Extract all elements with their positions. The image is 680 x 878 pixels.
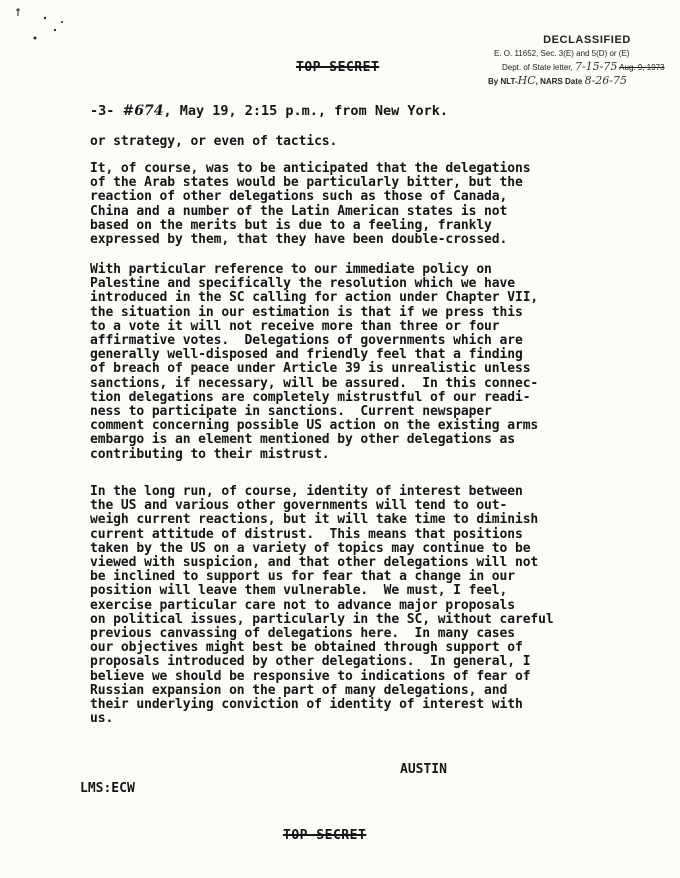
- declass-letter-handwritten-date: 7-15-75: [574, 60, 618, 73]
- signature: AUSTIN: [400, 762, 447, 777]
- scan-specks: [0, 0, 80, 60]
- telegram-number: #674: [122, 103, 164, 119]
- page-number: -3-: [90, 103, 115, 119]
- declass-letter-line: [482, 60, 678, 74]
- telegram-header: [90, 103, 448, 119]
- body-paragraph-delegations: It, of course, was to be anticipated that the delegations of the Arab states would be particularly bitter, but the reaction of other delegations such as those of Canada, China and a number of the Latin American states is not based on the merits but is due to a feeling, frankly expressed by them, that they have been double-crossed.: [90, 161, 531, 248]
- declass-by-label: By NLT-: [488, 77, 518, 86]
- declass-nars-date: 8-26-75: [584, 74, 628, 87]
- telegram-date-origin: , May 19, 2:15 p.m., from New York.: [163, 103, 448, 119]
- body-paragraph-long-run: In the long run, of course, identity of interest between the US and various other governments will tend to out- weigh current reactions, but it will take time to diminish current attitude of distrust. This means that positions taken by the US on a variety of topics may continue to be viewed with suspicion, and that other delegations will not be inclined to support us for fear that a change in our position will leave them vulnerable. We must, I feel, exercise particular care not to advance major proposals on political issues, particularly in the SC, without careful previous canvassing of delegations here. In many cases our objectives might best be obtained through support of proposals introduced by other delegations. In general, I believe we should be responsive to indications of fear of Russian expansion on the part of many delegations, and their underlying conviction of identity of interest with us.: [90, 484, 554, 727]
- declass-reviewer-initials: HC: [517, 74, 536, 87]
- declass-letter-label: Dept. of State letter,: [502, 63, 573, 72]
- declass-reviewer-line: [482, 74, 678, 88]
- body-paragraph-palestine-policy: With particular reference to our immediate policy on Palestine and specifically the resolution which we have introduced in the SC calling for action under Chapter VII, the situation in our estimation is that if we press this to a vote it will not receive more than three or four affirmative votes. Delegations of governments which are generally well-disposed and friendly feel that a finding of breach of peace under Article 39 is unrealistic unless sanctions, if necessary, will be assured. In this connec- tion delegations are completely mistrustful of our readi- ness to participate in sanctions. Current newspaper comment concerning possible US action on the existing arms embargo is an element mentioned by other delegations as contributing to their mistrust.: [90, 262, 539, 462]
- declass-letter-struck-date: Aug. 9, 1973: [619, 63, 665, 72]
- declass-authority-line: E. O. 11652, Sec. 3(E) and 5(D) or (E): [494, 49, 630, 58]
- classification-marking-top: TOP SECRET: [296, 60, 380, 75]
- classification-marking-bottom: TOP SECRET: [283, 828, 367, 843]
- body-paragraph-continuation: or strategy, or even of tactics.: [90, 134, 338, 149]
- declassified-title: DECLASSIFIED: [543, 34, 631, 46]
- declass-nars-label: , NARS Date: [535, 77, 583, 86]
- declassification-stamp: [482, 34, 678, 88]
- drafter-initials: LMS:ECW: [80, 781, 135, 796]
